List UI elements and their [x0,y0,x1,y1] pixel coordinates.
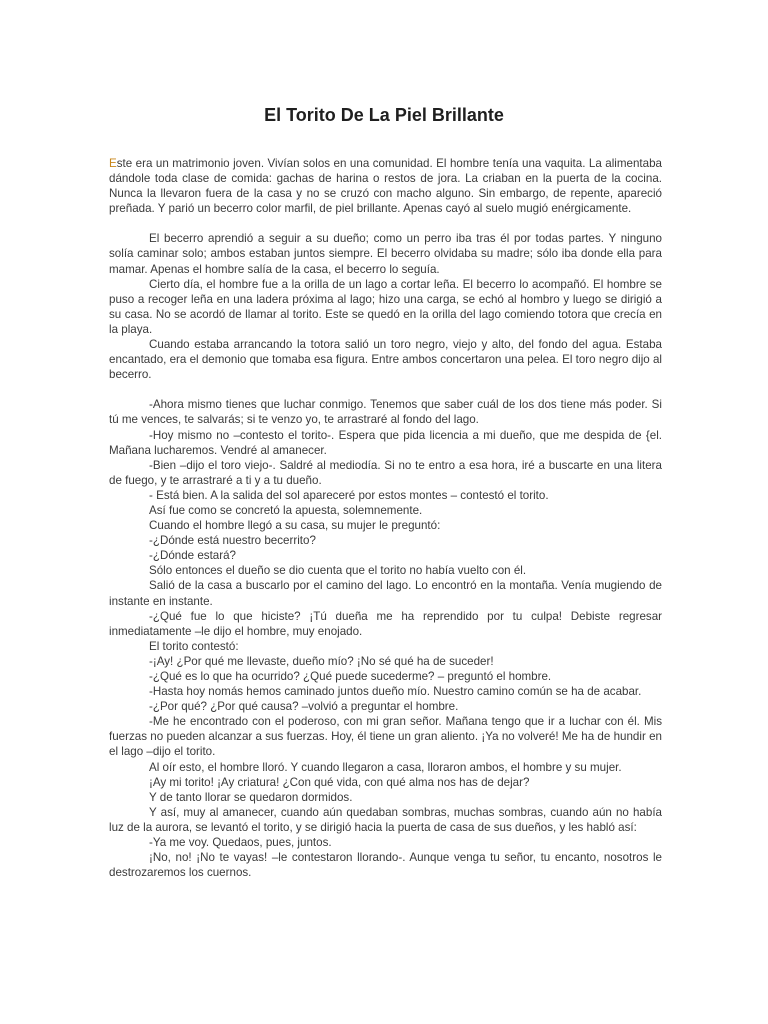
paragraph: -¿Por qué? ¿Por qué causa? –volvió a preguntar el hombre. [149,700,459,714]
paragraph: Y así, muy al amanecer, cuando aún quedaban sombras, muchas sombras, cuando aún no había luz de la aurora, se levantó el torito, y se dirigió hacia la puerta de casa de sus dueños, y les habló así: [109,805,662,834]
paragraph: ¡Ay mi torito! ¡Ay criatura! ¿Con qué vida, con qué alma nos has de dejar? [149,775,530,789]
paragraph: -Me he encontrado con el poderoso, con mi gran señor. Mañana tengo que ir a luchar con él. Mis fuerzas no pueden alcanzar a sus fuerzas. Hoy, él tiene un gran aliento. ¡Ya no volveré! Me ha de hundir en el lago –dijo el torito. [109,715,662,759]
paragraph: El becerro aprendió a seguir a su dueño; como un perro iba tras él por todas partes. Y ninguno solía caminar solo; ambos estaban juntos siempre. El becerro olvidaba su madre; sólo iba donde ella para mamar. Apenas el hombre salía de la casa, el becerro lo seguía. [109,232,662,276]
paragraph: -Hoy mismo no –contesto el torito-. Espera que pida licencia a mi dueño, que me despida de {el. Mañana lucharemos. Vendré al amanecer. [109,428,662,457]
paragraph: -Ahora mismo tienes que luchar conmigo. Tenemos que saber cuál de los dos tiene más poder. Si tú me vences, te salvarás; si te venzo yo, te arrastraré al fondo del lago. [109,398,662,427]
story-body [109,156,662,880]
paragraph: -¿Qué fue lo que hiciste? ¡Tú dueña me ha reprendido por tu culpa! Debiste regresar inmediatamente –le dijo el hombre, muy enojado. [109,609,662,638]
paragraph [109,156,662,216]
paragraph: -¡Ay! ¿Por qué me llevaste, dueño mío? ¡No sé qué ha de suceder! [149,654,494,668]
drop-cap-initial: E [109,157,117,170]
page-title: El Torito De La Piel Brillante [264,105,504,125]
paragraph: El torito contestó: [149,639,239,653]
paragraph: Así fue como se concretó la apuesta, solemnemente. [149,503,423,517]
paragraph: -Hasta hoy nomás hemos caminado juntos dueño mío. Nuestro camino común se ha de acabar. [149,685,642,699]
paragraph-text: ste era un matrimonio joven. Vivían solos en una comunidad. El hombre tenía una vaquita. La alimentaba dándole toda clase de comida: gachas de harina o restos de jora. La criaban en la puerta de la cocina. Nunca la llevaron fuera de la casa y no se cruzó con macho alguno. Sin embargo, de repente, apareció preñada. Y parió un becerro color marfil, de piel brillante. Apenas cayó al suelo mugió enérgicamente. [109,157,662,216]
paragraph: -¿Qué es lo que ha ocurrido? ¿Qué puede sucederme? – preguntó el hombre. [149,670,552,683]
paragraph: -¿Dónde estará? [149,549,236,563]
paragraph: -Bien –dijo el toro viejo-. Saldré al mediodía. Si no te entro a esa hora, iré a buscarte en una litera de fuego, y te arrastraré a ti y a tu dueño. [109,458,662,487]
paragraph: Salió de la casa a buscarlo por el camino del lago. Lo encontró en la montaña. Venía mugiendo de instante en instante. [109,579,662,608]
paragraph: Cuando el hombre llegó a su casa, su mujer le preguntó: [149,519,441,533]
paragraph: - Está bien. A la salida del sol apareceré por estos montes – contestó el torito. [149,488,549,502]
paragraph: ¡No, no! ¡No te vayas! –le contestaron llorando-. Aunque venga tu señor, tu encanto, nosotros le destrozaremos los cuernos. [109,851,662,880]
paragraph: Al oír esto, el hombre lloró. Y cuando llegaron a casa, lloraron ambos, el hombre y su mujer. [149,760,622,774]
paragraph: Y de tanto llorar se quedaron dormidos. [149,790,353,804]
paragraph: Cierto día, el hombre fue a la orilla de un lago a cortar leña. El becerro lo acompañó. El hombre se puso a recoger leña en una ladera próxima al lago; hizo una carga, se echó al hombro y luego se dirigió a su casa. No se acordó de llamar al torito. Este se quedó en la orilla del lago comiendo totora que crecía en la playa. [109,277,662,336]
paragraph: -Ya me voy. Quedaos, pues, juntos. [149,836,332,850]
paragraph: Cuando estaba arrancando la totora salió un toro negro, viejo y alto, del fondo del agua. Estaba encantado, era el demonio que tomaba esa figura. Entre ambos concertaron una pelea. El toro negro dijo al becerro. [109,338,662,382]
paragraph: Sólo entonces el dueño se dio cuenta que el torito no había vuelto con él. [149,564,527,578]
paragraph: -¿Dónde está nuestro becerrito? [149,534,316,548]
